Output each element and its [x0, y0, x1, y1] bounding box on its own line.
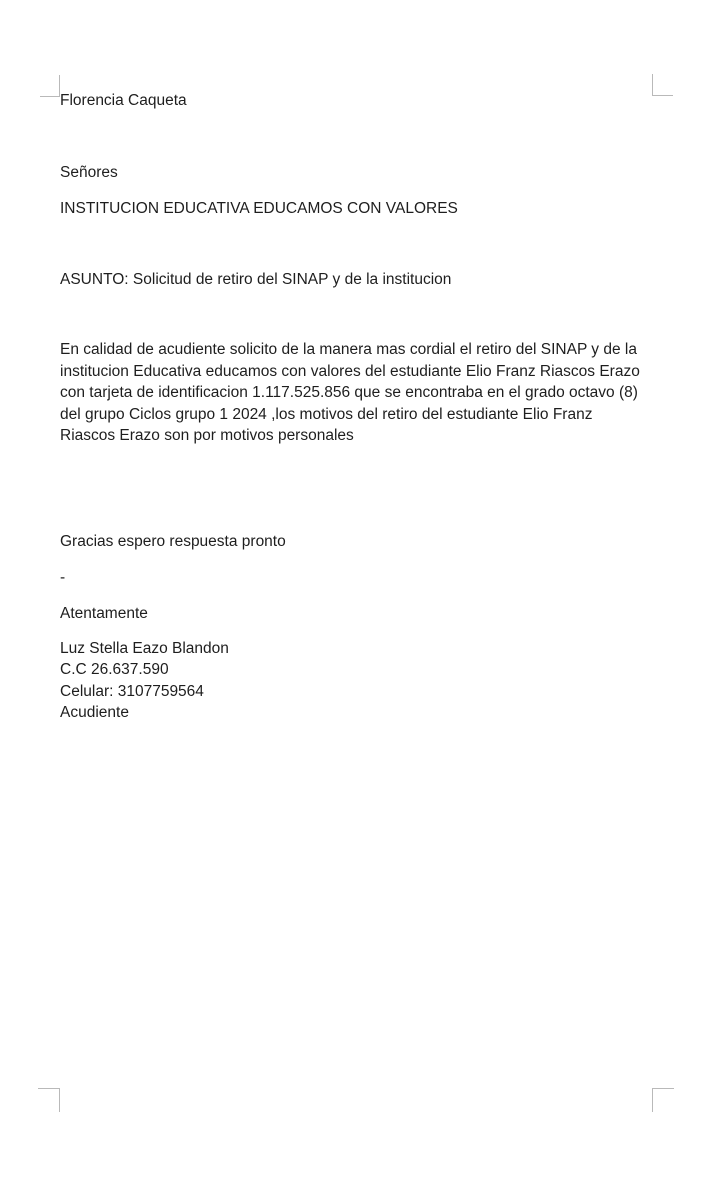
subject-line: ASUNTO: Solicitud de retiro del SINAP y de la institucion	[60, 271, 452, 288]
body-line: Riascos Erazo son por motivos personales	[60, 427, 354, 444]
signature-id: C.C 26.637.590	[60, 661, 169, 678]
margin-mark-bottom-right	[652, 1088, 674, 1112]
separator-dash: -	[60, 568, 66, 586]
recipient-salutation: Señores	[60, 164, 118, 181]
city-line: Florencia Caqueta	[60, 92, 187, 109]
recipient-name: INSTITUCION EDUCATIVA EDUCAMOS CON VALORES	[60, 200, 458, 217]
margin-mark-top-right	[652, 74, 673, 96]
thanks-line: Gracias espero respuesta pronto	[60, 533, 286, 550]
signature-block	[60, 638, 652, 724]
body-line: con tarjeta de identificacion 1.117.525.856 que se encontraba en el grado octavo (8)	[60, 384, 638, 401]
body-line: institucion Educativa educamos con valores del estudiante Elio Franz Riascos Erazo	[60, 362, 640, 380]
letter-content	[60, 0, 652, 724]
margin-mark-top-left	[40, 75, 60, 97]
signature-phone: Celular: 3107759564	[60, 682, 204, 700]
margin-mark-bottom-left	[38, 1088, 60, 1112]
closing-salutation: Atentamente	[60, 604, 148, 622]
body-line: del grupo Ciclos grupo 1 2024 ,los motivos del retiro del estudiante Elio Franz	[60, 405, 593, 423]
signature-name: Luz Stella Eazo Blandon	[60, 639, 229, 657]
body-line: En calidad de acudiente solicito de la manera mas cordial el retiro del SINAP y de la	[60, 341, 637, 358]
signature-role: Acudiente	[60, 704, 129, 721]
body-paragraph	[60, 339, 652, 447]
